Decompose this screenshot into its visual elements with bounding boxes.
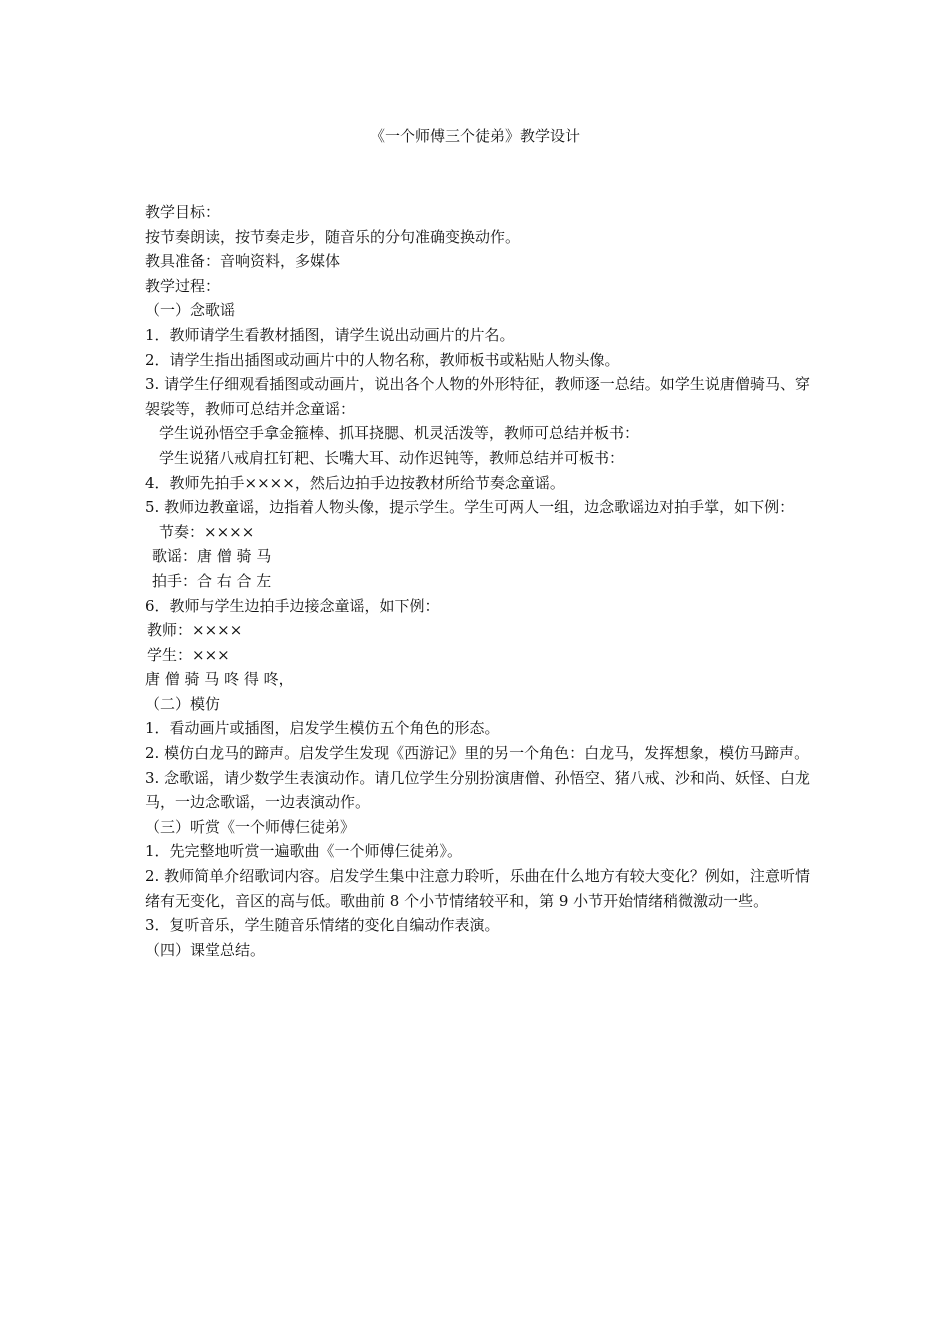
section-1-step-5: 5. 教师边教童谣，边指着人物头像，提示学生。学生可两人一组，边念歌谣边对拍手掌，如下例：: [145, 498, 795, 517]
section-1-note-sun-wukong: 学生说孙悟空手拿金箍棒、抓耳挠腮、机灵活泼等，教师可总结并板书：: [159, 424, 640, 443]
section-1-step-2: 2．请学生指出插图或动画片中的人物名称，教师板书或粘贴人物头像。: [145, 350, 620, 369]
section-3-step-1: 1．先完整地听赏一遍歌曲《一个师傅仨徒弟》。: [145, 842, 463, 861]
section-2-step-2: 2. 模仿白龙马的蹄声。启发学生发现《西游记》里的另一个角色：白龙马，发挥想象，模仿马蹄声。: [145, 744, 810, 763]
materials-text: 教具准备：音响资料，多媒体: [145, 252, 341, 271]
process-heading: 教学过程：: [145, 276, 221, 295]
section-2-heading: （二）模仿: [145, 694, 221, 713]
example-rhythm: 节奏：××××: [159, 522, 255, 541]
section-1-step-3: 3. 请学生仔细观看插图或动画片，说出各个人物的外形特征，教师逐一总结。如学生说唐僧骑马、穿袈裟等，教师可总结并念童谣：: [145, 375, 810, 418]
section-2-step-1: 1．看动画片或插图，启发学生模仿五个角色的形态。: [145, 719, 500, 738]
section-1-note-zhu-bajie: 学生说猪八戒肩扛钉耙、长嘴大耳、动作迟钝等，教师总结并可板书：: [159, 448, 625, 467]
goals-heading: 教学目标：: [145, 203, 221, 221]
section-2-step-3: 3. 念歌谣，请少数学生表演动作。请几位学生分别扮演唐僧、孙悟空、猪八戒、沙和尚、妖怪、白龙马，一边念歌谣，一边表演动作。: [145, 768, 810, 812]
goals-text: 按节奏朗读，按节奏走步，随音乐的分句准确变换动作。: [145, 227, 521, 246]
section-1-step-4: 4．教师先拍手××××，然后边拍手边按教材所给节奏念童谣。: [145, 473, 565, 492]
section-1-step-1: 1．教师请学生看教材插图，请学生说出动画片的片名。: [145, 325, 515, 344]
example-clap: 拍手：合 右 合 左: [152, 571, 272, 590]
section-3-step-3: 3．复听音乐，学生随音乐情绪的变化自编动作表演。: [145, 916, 500, 935]
section-4-heading: （四）课堂总结。: [145, 940, 266, 959]
example-chant: 歌谣：唐 僧 骑 马: [152, 547, 272, 566]
document-body: [145, 200, 810, 962]
document-title: 《一个师傅三个徒弟》教学设计: [369, 127, 580, 145]
section-3-heading: （三）听赏《一个师傅仨徒弟》: [145, 817, 356, 836]
example-student: 学生：×××: [147, 645, 230, 664]
section-1-heading: （一）念歌谣: [145, 301, 236, 320]
example-teacher: 教师：××××: [147, 621, 243, 640]
section-3-step-2: 2. 教师简单介绍歌词内容。启发学生集中注意力聆听，乐曲在什么地方有较大变化？例如，注意听情绪有无变化，音区的高与低。歌曲前 8 个小节情绪较平和，第 9 小节开始情绪稍微激动一些。: [145, 867, 810, 910]
example-chant-line: 唐 僧 骑 马 咚 得 咚，: [145, 670, 294, 689]
section-1-step-6: 6．教师与学生边拍手边接念童谣，如下例：: [145, 596, 440, 615]
